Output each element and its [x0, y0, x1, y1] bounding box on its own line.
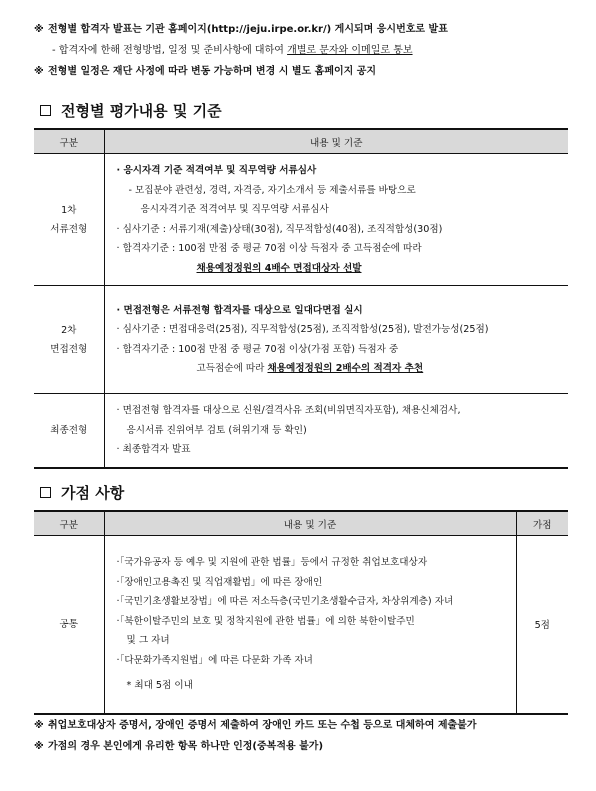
- content-line: - 모집분야 관련성, 경력, 자격증, 자기소개서 등 제출서류를 바탕으로: [128, 184, 416, 196]
- category-line: 서류전형: [50, 223, 88, 235]
- row-points: 5점: [516, 536, 568, 714]
- certificate-note-text: 취업보호대상자 증명서, 장애인 증명서 제출하여 장애인 카드 또는 수첩 등으로 대체하여 제출불가: [48, 720, 477, 731]
- note-mark: ※: [34, 720, 44, 731]
- content-line: · 최종합격자 발표: [116, 444, 191, 455]
- evaluation-table: [34, 128, 568, 469]
- row-category: [34, 154, 104, 286]
- table-row: [34, 394, 568, 468]
- content-line: ·「장애인고용촉진 및 직업재활법」에 따른 장애인: [116, 576, 323, 588]
- header-category: 구분: [34, 511, 104, 536]
- announcement-text: 전형별 합격자 발표는 기관 홈페이지(http://jeju.irpe.or.kr/) 게시되며 응시번호로 발표: [48, 24, 448, 35]
- table-row: [34, 286, 568, 394]
- duplicate-note: [34, 737, 323, 752]
- section-title-bonus: [40, 482, 124, 503]
- note-mark: ※: [34, 24, 44, 35]
- table-row: [34, 154, 568, 286]
- content-line: ·「국민기초생활보장법」에 따른 저소득층(국민기초생활수급자, 차상위계층) 자녀: [116, 596, 454, 607]
- section-title-text: 가점 사항: [61, 484, 125, 502]
- note-mark: ※: [34, 66, 44, 77]
- category-line: 2차: [61, 324, 77, 336]
- content-line: 응시서류 진위여부 검토 (허위기재 등 확인): [126, 424, 307, 436]
- content-text: 고득점순에 따라: [196, 363, 268, 374]
- duplicate-note-text: 가점의 경우 본인에게 유리한 항목 하나만 인정(중복적용 불가): [48, 741, 324, 752]
- checkbox-square-icon: [40, 105, 51, 116]
- content-line: ·「다문화가족지원법」에 따른 다문화 가족 자녀: [116, 654, 313, 666]
- header-points: 가점: [516, 511, 568, 536]
- content-line: · 합격자기준 : 100점 만점 중 평균 70점 이상 득점자 중 고득점순에 따라: [116, 243, 422, 254]
- row-category: [34, 286, 104, 394]
- section-title-evaluation: [40, 100, 222, 121]
- content-line: · 심사기준 : 면접대응력(25점), 직무적합성(25점), 조직적합성(25점), 발전가능성(25점): [116, 324, 489, 335]
- table-header-row: [34, 129, 568, 154]
- content-line: · 면접전형은 서류전형 합격자를 대상으로 일대다면접 실시: [116, 304, 363, 316]
- schedule-text: 전형별 일정은 재단 사정에 따라 변동 가능하며 변경 시 별도 홈페이지 공지: [48, 66, 377, 77]
- content-line: [117, 359, 559, 379]
- section-title-text: 전형별 평가내용 및 기준: [61, 102, 222, 120]
- table-row: [34, 536, 568, 714]
- checkbox-square-icon: [40, 487, 51, 498]
- subnote-underlined: 개별로 문자와 이메일로 통보: [287, 45, 413, 56]
- note-mark: ※: [34, 741, 44, 752]
- table-header-row: [34, 511, 568, 536]
- row-content: [104, 154, 568, 286]
- certificate-note: [34, 716, 477, 731]
- category-line: 1차: [61, 204, 77, 216]
- subnote-text: - 합격자에 한해 전형방법, 일정 및 준비사항에 대하여: [52, 45, 288, 56]
- max-note: * 최대 5점 이내: [126, 680, 193, 691]
- category-line: 최종전형: [50, 424, 88, 436]
- row-content: [104, 536, 516, 714]
- announcement-subnote: [52, 41, 413, 56]
- content-line: 및 그 자녀: [126, 635, 170, 646]
- category-line: 면접전형: [50, 343, 88, 355]
- bonus-points-table: [34, 510, 568, 715]
- content-line: · 면접전형 합격자를 대상으로 신원/결격사유 조회(비위면직자포함), 채용신체검사,: [116, 405, 461, 416]
- content-line: · 응시자격 기준 적격여부 및 직무역량 서류심사: [116, 165, 317, 176]
- row-content: [104, 286, 568, 394]
- row-category: 공통: [34, 536, 104, 714]
- header-content: 내용 및 기준: [104, 129, 568, 154]
- header-category: 구분: [34, 129, 104, 154]
- content-line: ·「국가유공자 등 예우 및 지원에 관한 법률」등에서 규정한 취업보호대상자: [116, 557, 428, 568]
- announcement-note: [34, 20, 448, 35]
- schedule-note: [34, 62, 376, 77]
- content-line-emphasis: 채용예정정원의 4배수 면접대상자 선발: [196, 262, 362, 274]
- content-line: 응시자격기준 적격여부 및 직무역량 서류심사: [140, 204, 329, 215]
- content-line: · 심사기준 : 서류기재(제출)상태(30점), 직무적합성(40점), 조직적합성(30점): [116, 223, 443, 235]
- header-content: 내용 및 기준: [104, 511, 516, 536]
- row-content: [104, 394, 568, 468]
- row-category: [34, 394, 104, 468]
- content-line: · 합격자기준 : 100점 만점 중 평균 70점 이상(가점 포함) 득점자 중: [116, 343, 399, 355]
- content-line-emphasis: 채용예정정원의 2배수의 적격자 추천: [267, 363, 424, 374]
- content-line: ·「북한이탈주민의 보호 및 정착지원에 관한 법률」에 의한 북한이탈주민: [116, 615, 415, 627]
